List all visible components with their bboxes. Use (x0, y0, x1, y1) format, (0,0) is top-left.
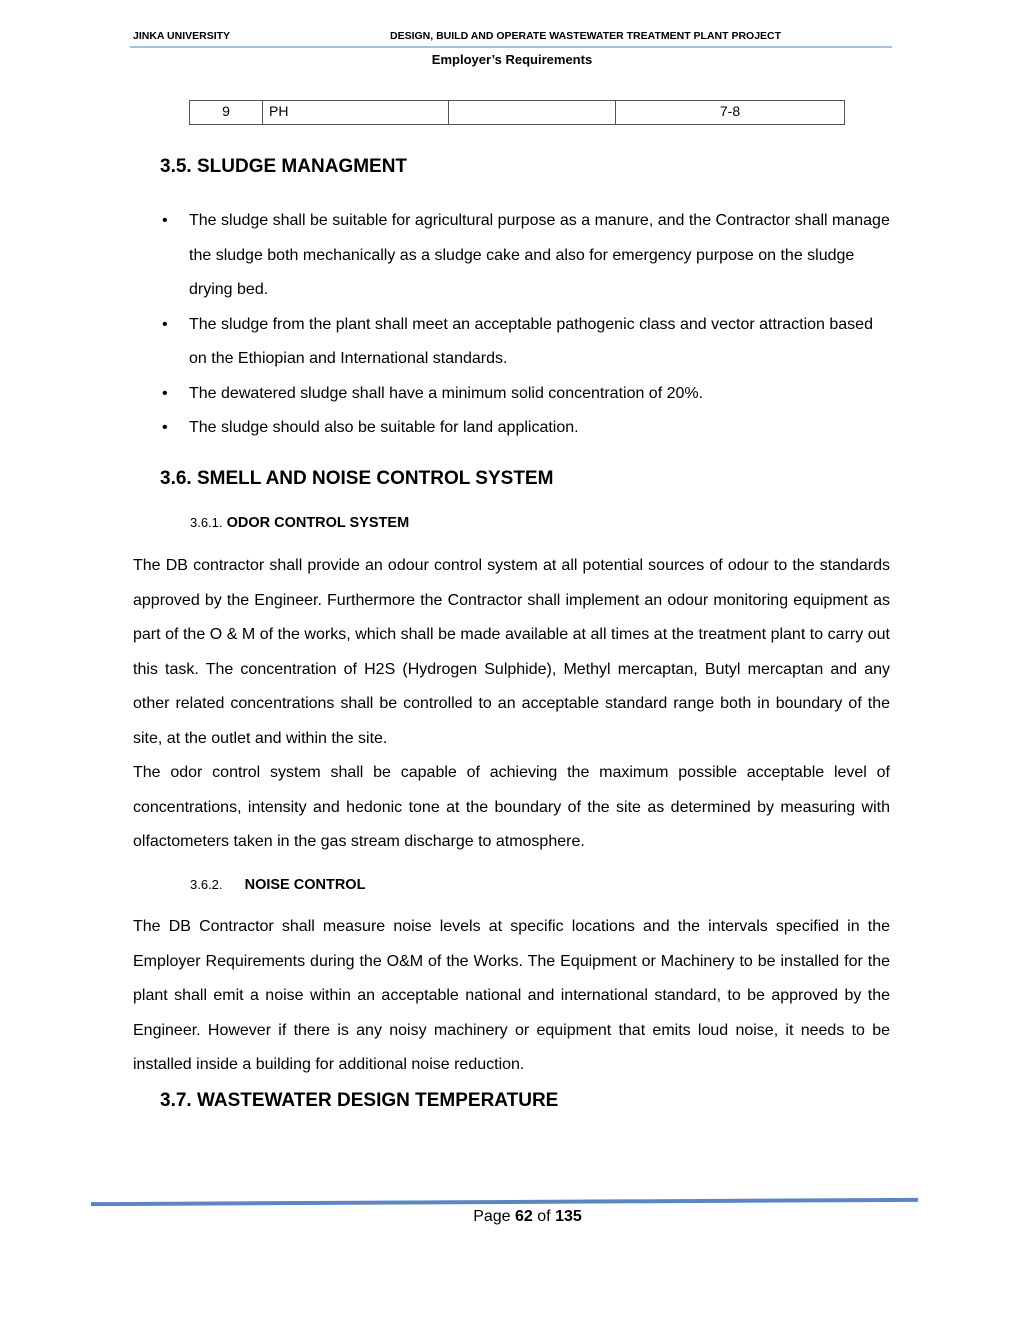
subsection-heading-3-6-2 (190, 877, 365, 893)
header-subtitle: Employer’s Requirements (431, 52, 593, 67)
bullet-icon: • (162, 315, 168, 333)
page-total: 135 (555, 1208, 582, 1225)
table-cell-no: 9 (190, 101, 263, 125)
header-right: DESIGN, BUILD AND OPERATE WASTEWATER TREATMENT PLANT PROJECT (390, 30, 782, 42)
odor-paragraph-2: The odor control system shall be capable of achieving the maximum possible acceptable level of concentrations, intensity and hedonic tone at the boundary of the site as determined by measuring with olfactometers taken in the gas stream discharge to atmosphere. (133, 764, 890, 850)
footer-rule (91, 1198, 918, 1206)
odor-paragraph-1: The DB contractor shall provide an odour control system at all potential sources of odour to the standards approved by the Engineer. Furthermore the Contractor shall implement an odour monitoring equipment as part of the O & M of the works, which shall be made available at all times at the treatment plant to carry out this task. The concentration of H2S (Hydrogen Sulphide), Methyl mercaptan, Butyl mercaptan and any other related concentrations shall be controlled to an acceptable standard range both in boundary of the site, at the outlet and within the site. (133, 557, 890, 747)
section-heading-3-6: 3.6. SMELL AND NOISE CONTROL SYSTEM (160, 468, 554, 489)
noise-paragraph: The DB Contractor shall measure noise levels at specific locations and the intervals specified in the Employer Requirements during the O&M of the Works. The Equipment or Machinery to be installed for the plant shall emit a noise within an acceptable national and international standard, to be approved by the Engineer. However if there is any noisy machinery or equipment that emits loud noise, it needs to be installed inside a building for additional noise reduction. (133, 918, 890, 1073)
table-cell-unit (449, 101, 616, 125)
subsection-number: 3.6.1. (190, 515, 223, 530)
table-cell-value: 7-8 (616, 101, 845, 125)
bullet-text: The sludge should also be suitable for land application. (189, 419, 579, 436)
subsection-title: NOISE CONTROL (244, 877, 366, 893)
page-word: Page (473, 1208, 511, 1225)
sludge-bullet-list (160, 204, 890, 446)
bullet-text: The sludge from the plant shall meet an acceptable pathogenic class and vector attraction based on the Ethiopian and International standards. (189, 315, 873, 367)
table-row (190, 101, 845, 125)
header-left: JINKA UNIVERSITY (133, 30, 231, 42)
bullet-icon: • (162, 384, 168, 402)
page-current: 62 (515, 1208, 533, 1225)
of-word: of (537, 1208, 551, 1225)
list-item (160, 411, 890, 446)
list-item (160, 377, 890, 412)
bullet-icon: • (162, 419, 168, 436)
bullet-text: The sludge shall be suitable for agricultural purpose as a manure, and the Contractor shall manage the sludge both mechanically as a sludge cake and also for emergency purpose on the sludge drying bed. (189, 212, 890, 298)
subsection-heading-3-6-1 (190, 515, 409, 531)
page-number (0, 1208, 1024, 1226)
section-heading-3-7: 3.7. WASTEWATER DESIGN TEMPERATURE (160, 1090, 559, 1111)
list-item (160, 308, 890, 377)
list-item (160, 204, 890, 308)
subsection-number: 3.6.2. (190, 877, 223, 892)
parameter-table (189, 100, 845, 125)
bullet-icon: • (162, 212, 168, 229)
table-cell-parameter: PH (263, 101, 449, 125)
subsection-title: ODOR CONTROL SYSTEM (226, 515, 410, 531)
section-heading-3-5: 3.5. SLUDGE MANAGMENT (160, 156, 408, 177)
header-rule (130, 46, 892, 48)
bullet-text: The dewatered sludge shall have a minimum solid concentration of 20%. (189, 384, 704, 402)
